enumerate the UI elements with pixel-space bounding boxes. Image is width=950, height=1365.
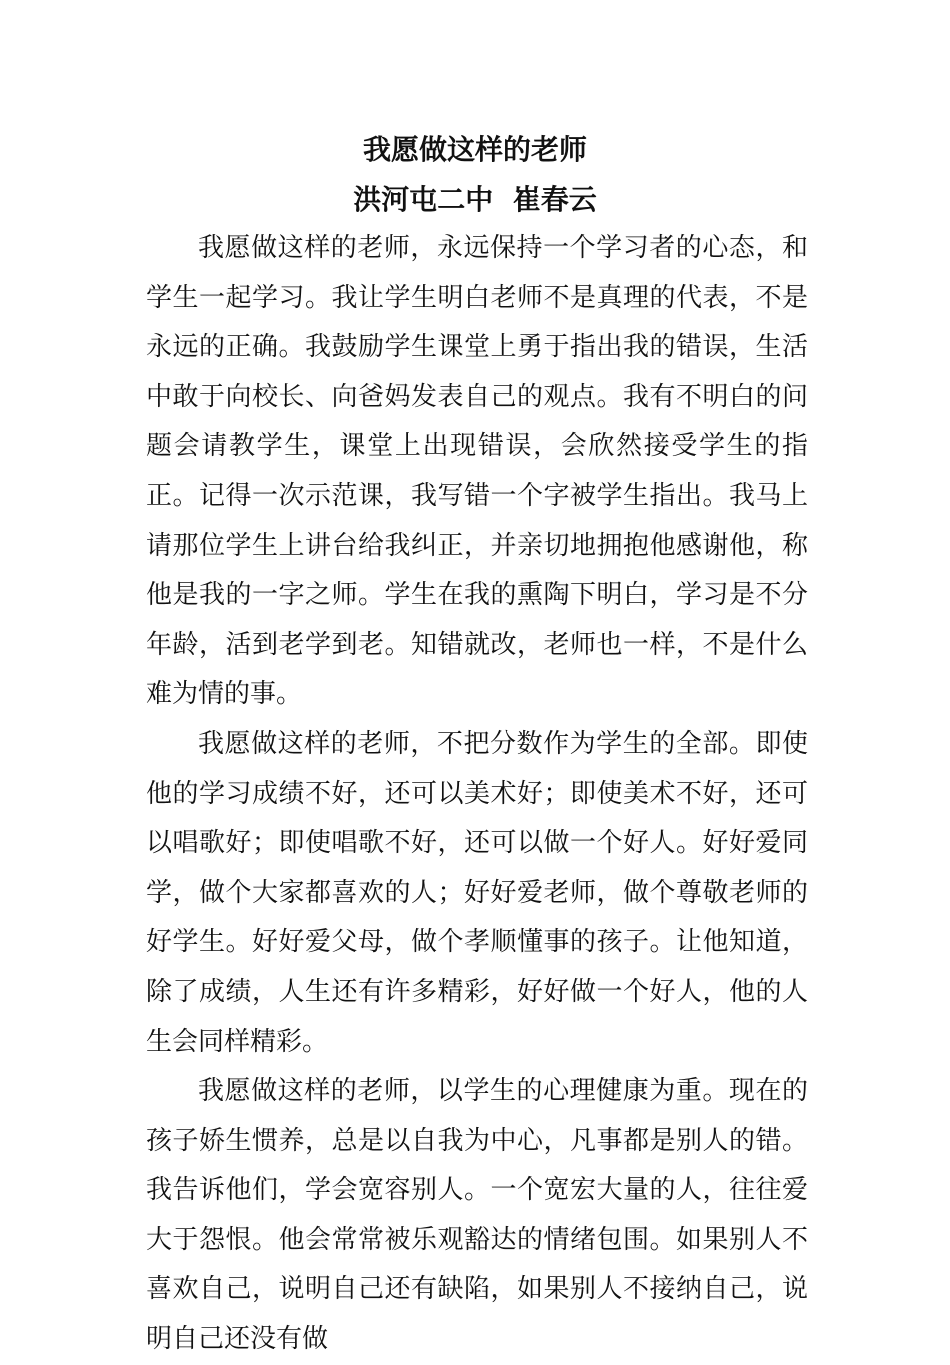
paragraph-1: 我愿做这样的老师，永远保持一个学习者的心态，和学生一起学习。我让学生明白老师不是真理的代表，不是永远的正确。我鼓励学生课堂上勇于指出我的错误，生活中敢于向校长、向爸妈发表自己的观点。我有不明白的问题会请教学生，课堂上出现错误，会欣然接受学生的指正。记得一次示范课，我写错一个字被学生指出。我马上请那位学生上讲台给我纠正，并亲切地拥抱他感谢他，称他是我的一字之师。学生在我的熏陶下明白，学习是不分年龄，活到老学到老。知错就改，老师也一样，不是什么难为情的事。 <box>146 233 808 710</box>
document-body <box>146 224 808 1365</box>
paragraph-3: 我愿做这样的老师，以学生的心理健康为重。现在的孩子娇生惯养，总是以自我为中心，凡事都是别人的错。我告诉他们，学会宽容别人。一个宽宏大量的人，往往爱大于怨恨。他会常常被乐观豁达的情绪包围。如果别人不喜欢自己，说明自己还有缺陷，如果别人不接纳自己，说明自己还没有做 <box>146 1076 808 1355</box>
author-line: 洪河屯二中 崔春云 <box>353 183 597 216</box>
paragraph-2: 我愿做这样的老师，不把分数作为学生的全部。即使他的学习成绩不好，还可以美术好；即使美术不好，还可以唱歌好；即使唱歌不好，还可以做一个好人。好好爱同学，做个大家都喜欢的人；好好爱老师，做个尊敬老师的好学生。好好爱父母，做个孝顺懂事的孩子。让他知道，除了成绩，人生还有许多精彩，好好做一个好人，他的人生会同样精彩。 <box>146 728 808 1057</box>
document-title: 我愿做这样的老师 <box>362 133 587 166</box>
